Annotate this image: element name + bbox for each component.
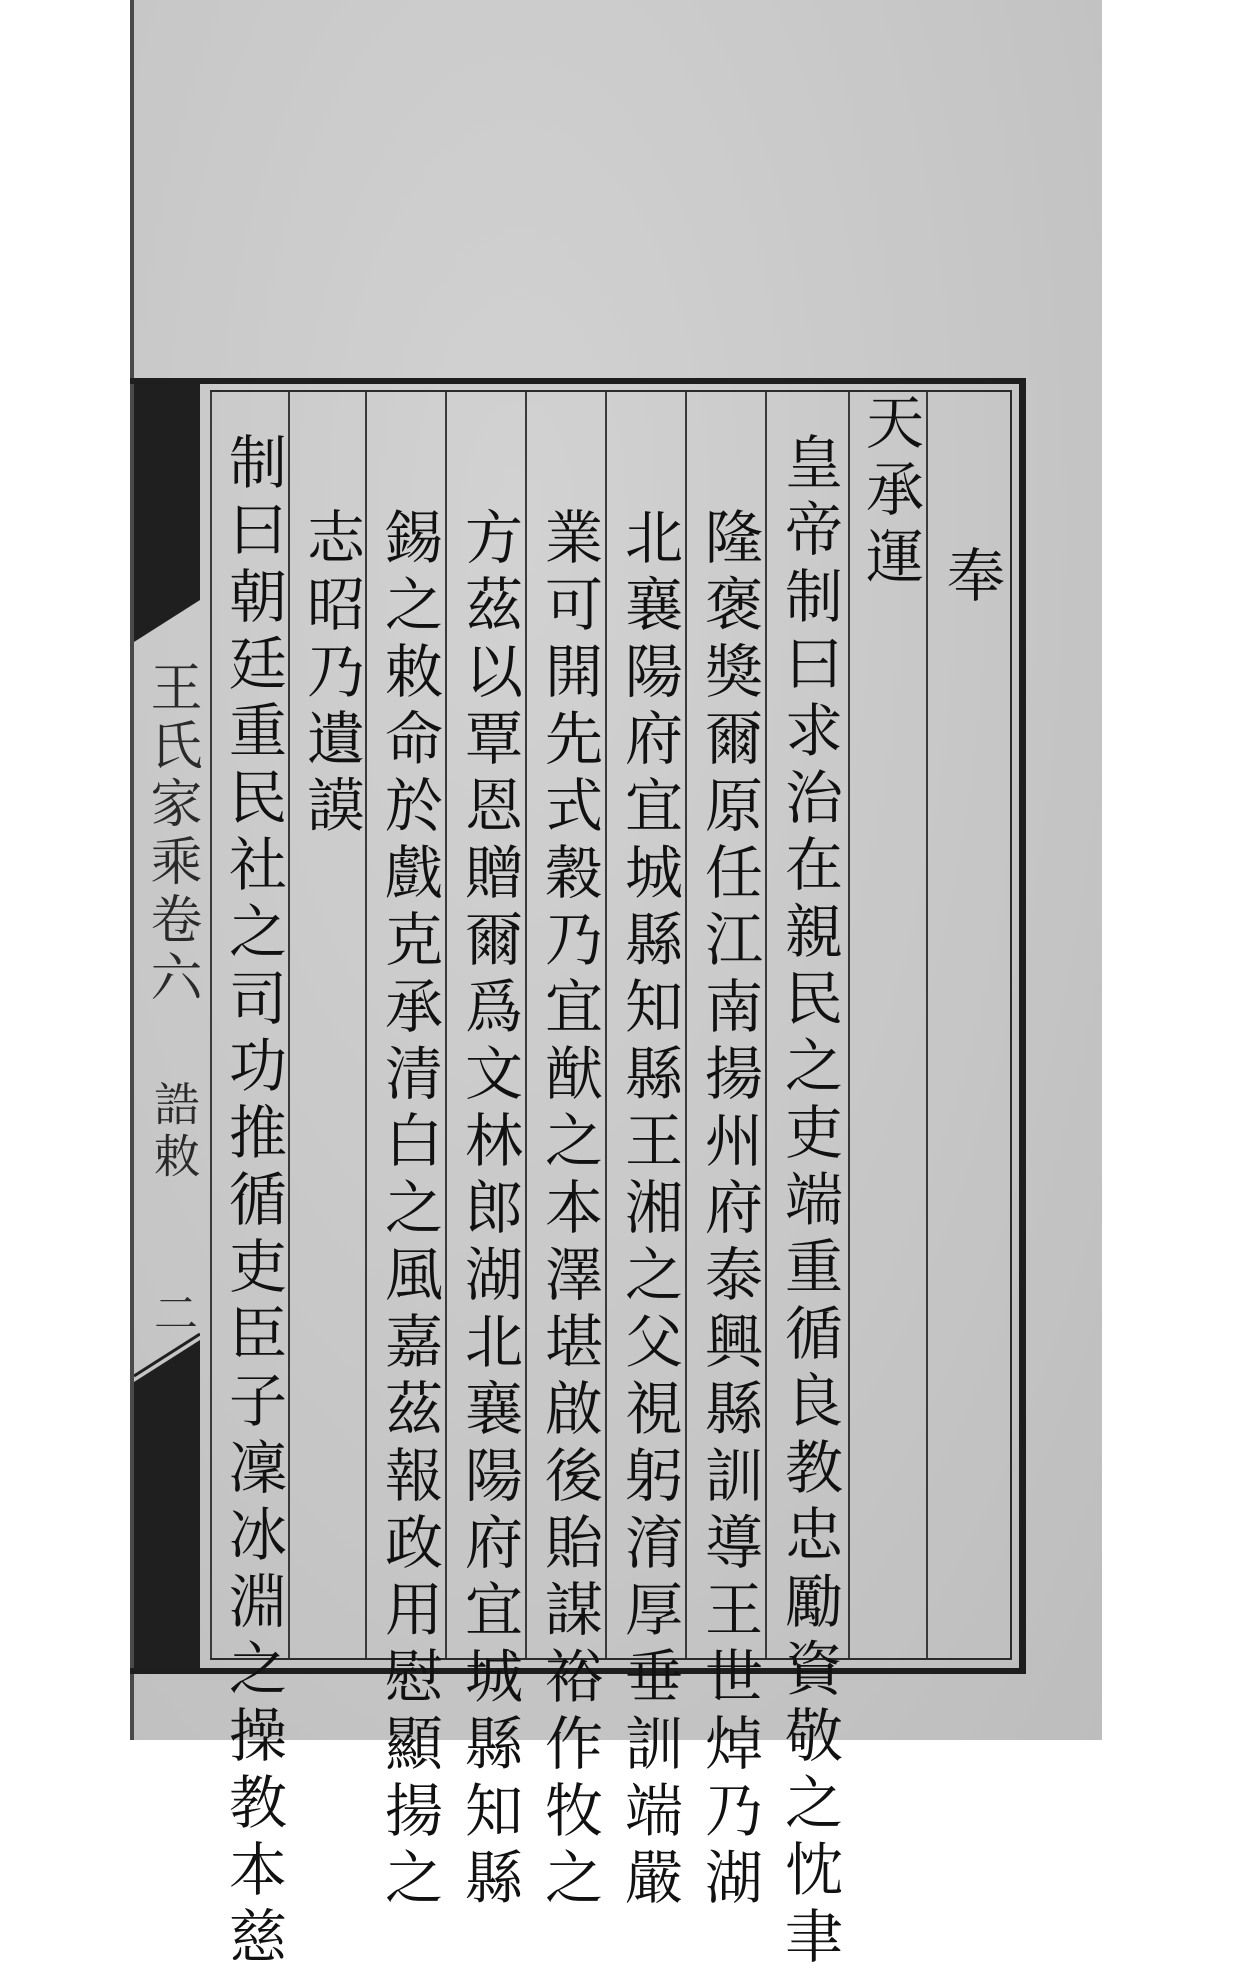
column-rule (288, 392, 290, 1658)
text-column: 志昭乃遺謨 (297, 507, 365, 842)
text-column: 制曰朝廷重民社之司功推循吏臣子凜冰淵之操教本慈 (219, 432, 287, 1973)
fishtail-lower-wedge (134, 1330, 200, 1390)
text-column: 皇帝制曰求治在親民之吏端重循良教忠勵資敬之忱聿 (775, 432, 843, 1973)
fishtail-upper-wedge (134, 592, 200, 652)
column-rule (525, 392, 527, 1658)
fishtail-lower (134, 1390, 200, 1668)
text-column: 北襄陽府宜城縣知縣王湘之父視躬淯厚垂訓端嚴 (615, 507, 683, 1914)
text-column: 奉 (937, 545, 1005, 612)
book-title: 王氏家乘卷六 (141, 660, 201, 1008)
column-rule (685, 392, 687, 1658)
column-rule (210, 392, 212, 1658)
page-number: 二 (146, 1290, 197, 1340)
column-rule (765, 392, 767, 1658)
column-rule (848, 392, 850, 1658)
section-title: 誥敕 (147, 1080, 201, 1184)
text-column: 錫之敕命於戲克承清白之風嘉茲報政用慰顯揚之 (375, 507, 443, 1914)
text-column: 方茲以覃恩贈爾爲文林郎湖北襄陽府宜城縣知縣 (455, 507, 523, 1914)
column-rule (445, 392, 447, 1658)
text-column: 業可開先式穀乃宜猷之本澤堪啟後貽謀裕作牧之 (535, 507, 603, 1914)
column-rule (605, 392, 607, 1658)
fishtail-upper (134, 384, 200, 594)
page-margin (1102, 0, 1240, 1752)
text-column: 天承運 (856, 392, 924, 593)
column-rule (926, 392, 928, 1658)
text-column: 隆褒獎爾原任江南揚州府泰興縣訓導王世焯乃湖 (695, 507, 763, 1914)
